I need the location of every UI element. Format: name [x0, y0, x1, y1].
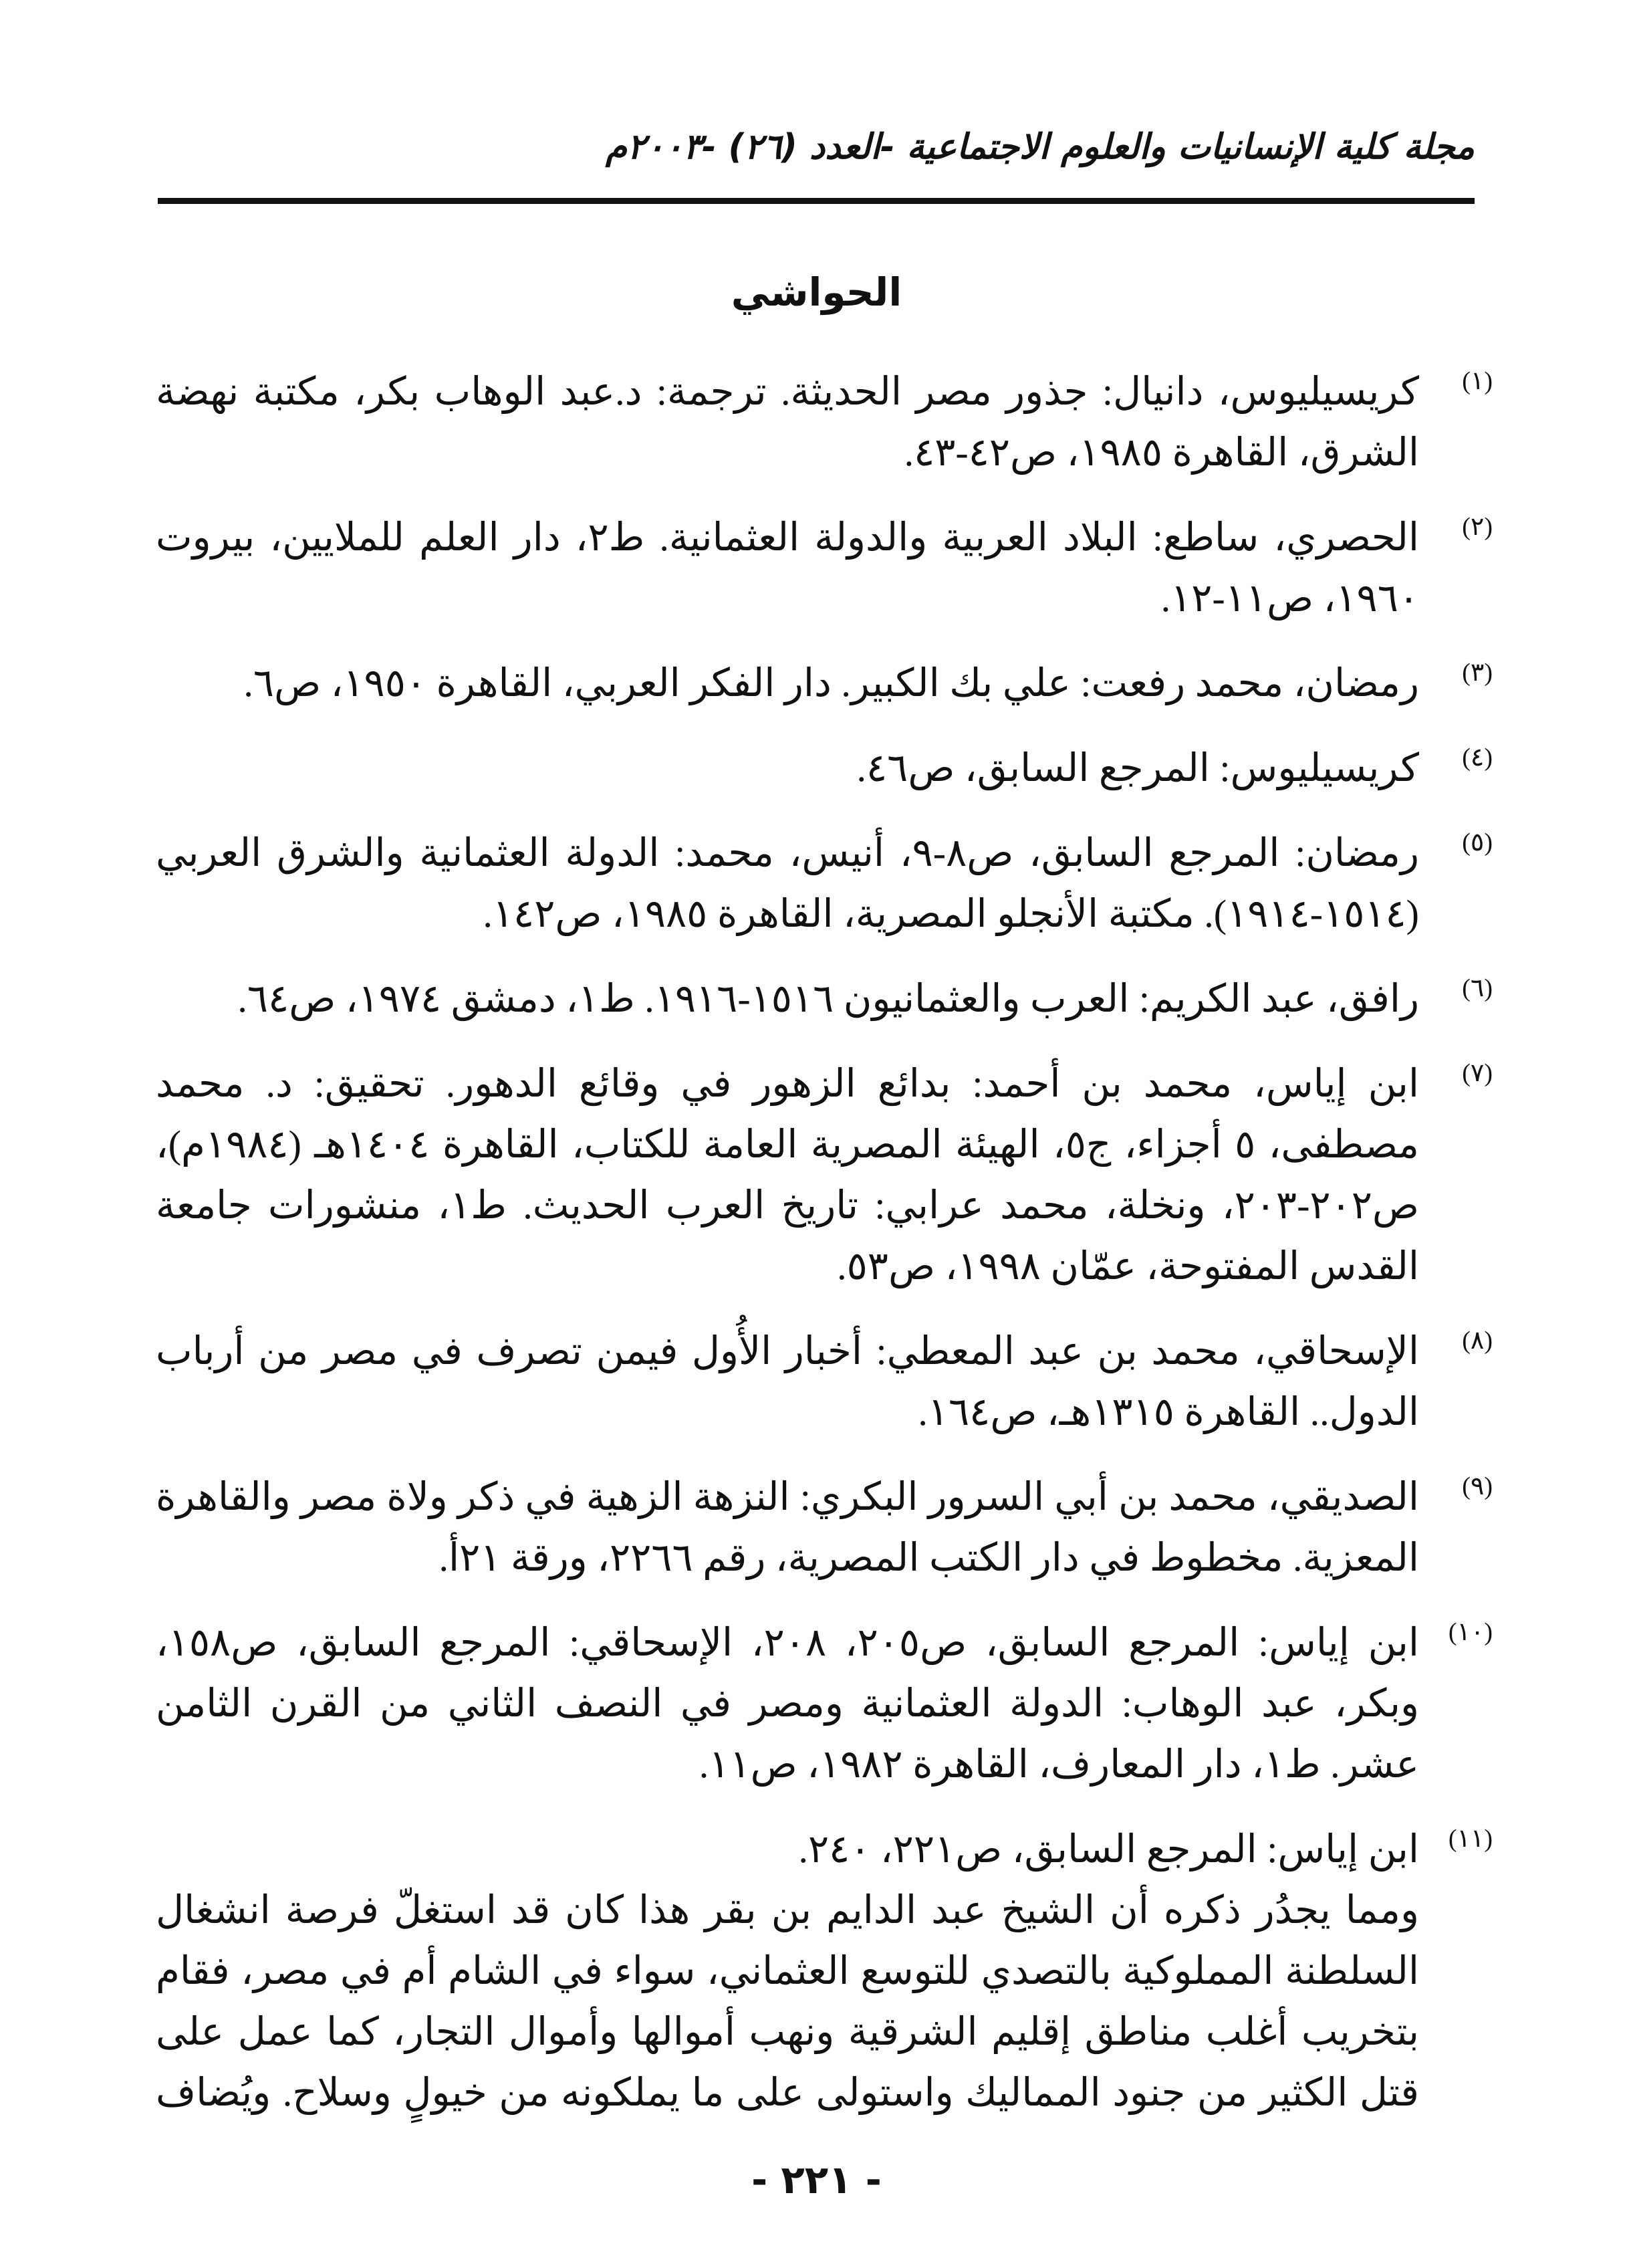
footnotes-list [156, 361, 1493, 2123]
footnote-text: الحصري، ساطع: البلاد العربية والدولة العثمانية. ط٢، دار العلم للملايين، بيروت ١٩٦٠، ص١١-١٢. [156, 516, 1420, 620]
footnote-text: ابن إياس: المرجع السابق، ص٢٠٥، ٢٠٨، الإسحاقي: المرجع السابق، ص١٥٨، وبكر، عبد الوهاب: الدولة العثمانية ومصر في النصف الثاني من القرن الثامن عشر. ط١، دار المعارف، القاهرة ١٩٨٢، ص١١. [156, 1621, 1419, 1786]
footnote-number: (٢) [1462, 513, 1493, 541]
footnote-2 [156, 507, 1493, 629]
footnote-3 [156, 653, 1493, 713]
footnote-number: (٧) [1462, 1059, 1493, 1087]
section-title: الحواشي [731, 269, 902, 315]
footnote-7 [156, 1053, 1493, 1296]
footnote-number: (٥) [1462, 828, 1493, 857]
footnote-1 [156, 361, 1493, 483]
footnote-number: (٩) [1462, 1472, 1493, 1500]
footnote-text: كريسيليوس، دانيال: جذور مصر الحديثة. ترجمة: د.عبد الوهاب بكر، مكتبة نهضة الشرق، القاهرة ١٩٨٥، ص٤٢-٤٣. [156, 370, 1419, 474]
page-number: - ٢٢١ - [751, 2157, 882, 2202]
footnote-text: الصديقي، محمد بن أبي السرور البكري: النزهة الزهية في ذكر ولاة مصر والقاهرة المعزية. مخطوط في دار الكتب المصرية، رقم ٢٢٦٦، ورقة ٢١أ. [156, 1475, 1419, 1579]
footnote-11-continuation: ومما يجدُر ذكره أن الشيخ عبد الدايم بن بقر هذا كان قد استغلّ فرصة انشغال السلطنة المملوكية بالتصدي للتوسع العثماني، سواء في الشام أم في مصر، فقام بتخريب أغلب مناطق إقليم الشرقية ونهب أموالها وأموال التجار، كما عمل على قتل الكثير من جنود المماليك واستولى على ما يملكونه من خيولٍ وسلاح. ويُضاف [156, 1888, 1419, 2114]
footnote-8 [156, 1321, 1493, 1442]
footnote-5 [156, 822, 1493, 944]
footnote-number: (٣) [1462, 659, 1493, 687]
footnote-number: (١) [1462, 367, 1493, 395]
footnote-number: (١٠) [1448, 1618, 1493, 1646]
footnote-6 [156, 968, 1493, 1029]
running-header: مجلة كلية الإنسانيات والعلوم الاجتماعية -العدد (٢٦) -٢٠٠٣م [605, 127, 1475, 167]
footnote-text: ابن إياس: المرجع السابق، ص٢٢١، ٢٤٠. [798, 1827, 1419, 1871]
footnote-10 [156, 1612, 1493, 1795]
footnote-11 [156, 1819, 1493, 1880]
footnote-text: رمضان، محمد رفعت: علي بك الكبير. دار الفكر العربي، القاهرة ١٩٥٠، ص٦. [243, 661, 1419, 705]
footnote-number: (٤) [1462, 744, 1493, 772]
footnote-text: الإسحاقي، محمد بن عبد المعطي: أخبار الأُول فيمن تصرف في مصر من أرباب الدول.. القاهرة ١٣١٥هـ، ص١٦٤. [156, 1329, 1419, 1434]
footnote-text: رمضان: المرجع السابق، ص٨-٩، أنيس، محمد: الدولة العثمانية والشرق العربي (١٥١٤-١٩١٤). مكتبة الأنجلو المصرية، القاهرة ١٩٨٥، ص١٤٢. [156, 831, 1419, 935]
footnote-9 [156, 1466, 1493, 1588]
footnote-number: (٦) [1462, 974, 1493, 1002]
footnote-text: رافق، عبد الكريم: العرب والعثمانيون ١٥١٦-١٩١٦. ط١، دمشق ١٩٧٤، ص٦٤. [237, 977, 1419, 1020]
footnote-number: (١١) [1448, 1825, 1493, 1853]
footnote-4 [156, 738, 1493, 798]
header-rule [158, 198, 1475, 204]
footnote-number: (٨) [1462, 1327, 1493, 1355]
footnote-text: كريسيليوس: المرجع السابق، ص٤٦. [856, 746, 1419, 790]
footnote-text: ابن إياس، محمد بن أحمد: بدائع الزهور في وقائع الدهور. تحقيق: د. محمد مصطفى، ٥ أجزاء، ج٥، الهيئة المصرية العامة للكتاب، القاهرة ١٤٠٤هـ (١٩٨٤م)، ص٢٠٢-٢٠٣، ونخلة، محمد عرابي: تاريخ العرب الحديث. ط١، منشورات جامعة القدس المفتوحة، عمّان ١٩٩٨، ص٥٣. [156, 1062, 1420, 1288]
